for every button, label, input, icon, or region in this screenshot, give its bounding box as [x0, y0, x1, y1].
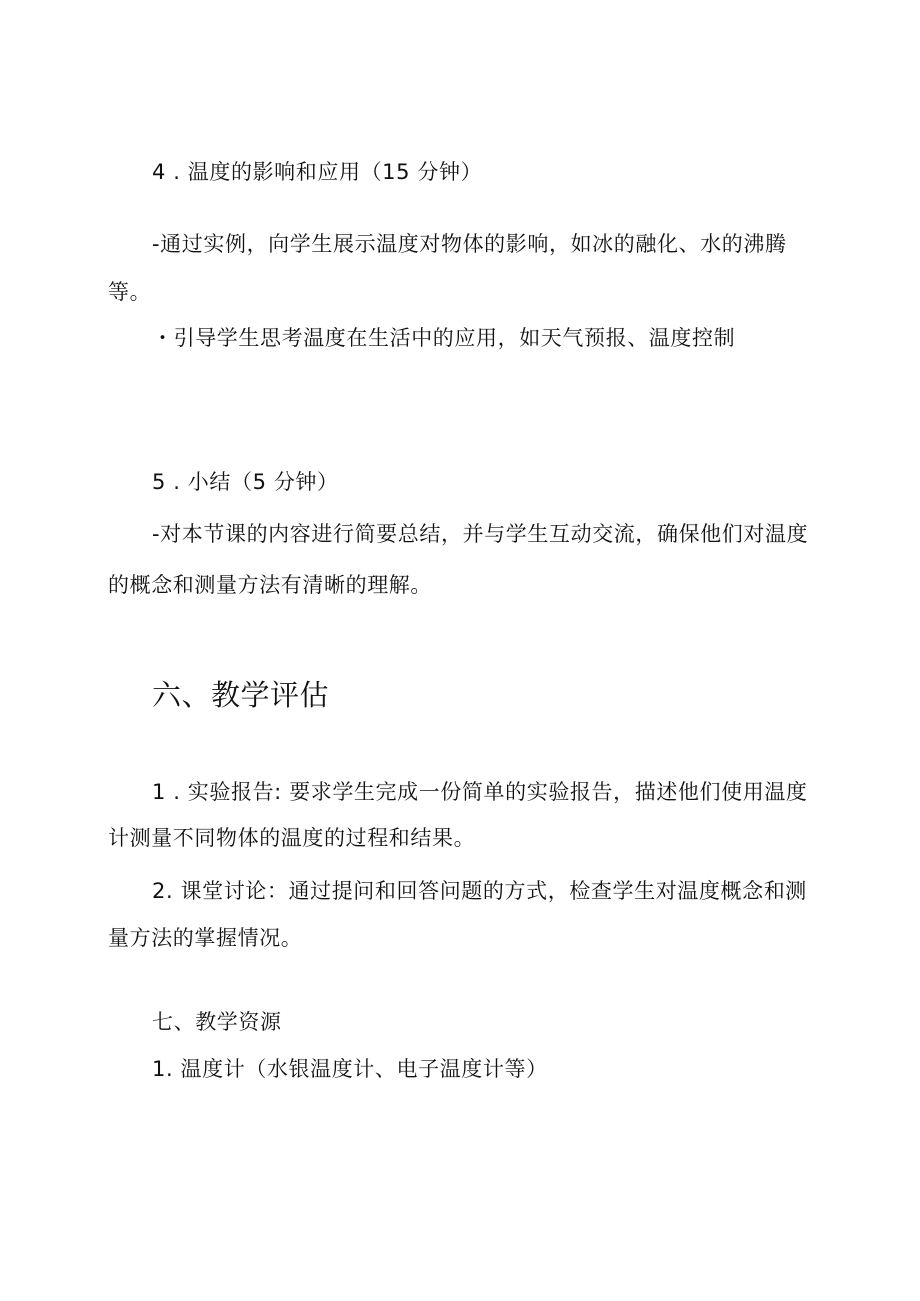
section-4-paragraph-1-line-2: 等。 [108, 280, 152, 304]
evaluation-item-2-line-1: 2. 课堂讨论：通过提问和回答问题的方式，检查学生对温度概念和测 [152, 879, 807, 903]
section-4-paragraph-2: ・引导学生思考温度在生活中的应用，如天气预报、温度控制 [152, 326, 736, 350]
heading-teaching-resources: 七、教学资源 [152, 1010, 282, 1034]
heading-teaching-evaluation: 六、教学评估 [152, 678, 330, 712]
section-5-title: 5 . 小结（5 分钟） [152, 470, 339, 494]
section-5-paragraph-line-1: -对本节课的内容进行简要总结，并与学生互动交流，确保他们对温度 [152, 522, 809, 546]
resources-item-1: 1. 温度计（水银温度计、电子温度计等） [152, 1057, 548, 1081]
section-4-title: 4 . 温度的影响和应用（15 分钟） [152, 160, 483, 184]
evaluation-item-1-line-1: 1 . 实验报告: 要求学生完成一份简单的实验报告，描述他们使用温度 [152, 780, 808, 804]
evaluation-item-2-line-2: 量方法的掌握情况。 [108, 926, 303, 950]
section-4-paragraph-1-line-1: -通过实例，向学生展示温度对物体的影响，如冰的融化、水的沸腾 [152, 232, 787, 256]
section-5-paragraph-line-2: 的概念和测量方法有清晰的理解。 [108, 573, 432, 597]
evaluation-item-1-line-2: 计测量不同物体的温度的过程和结果。 [108, 826, 476, 850]
